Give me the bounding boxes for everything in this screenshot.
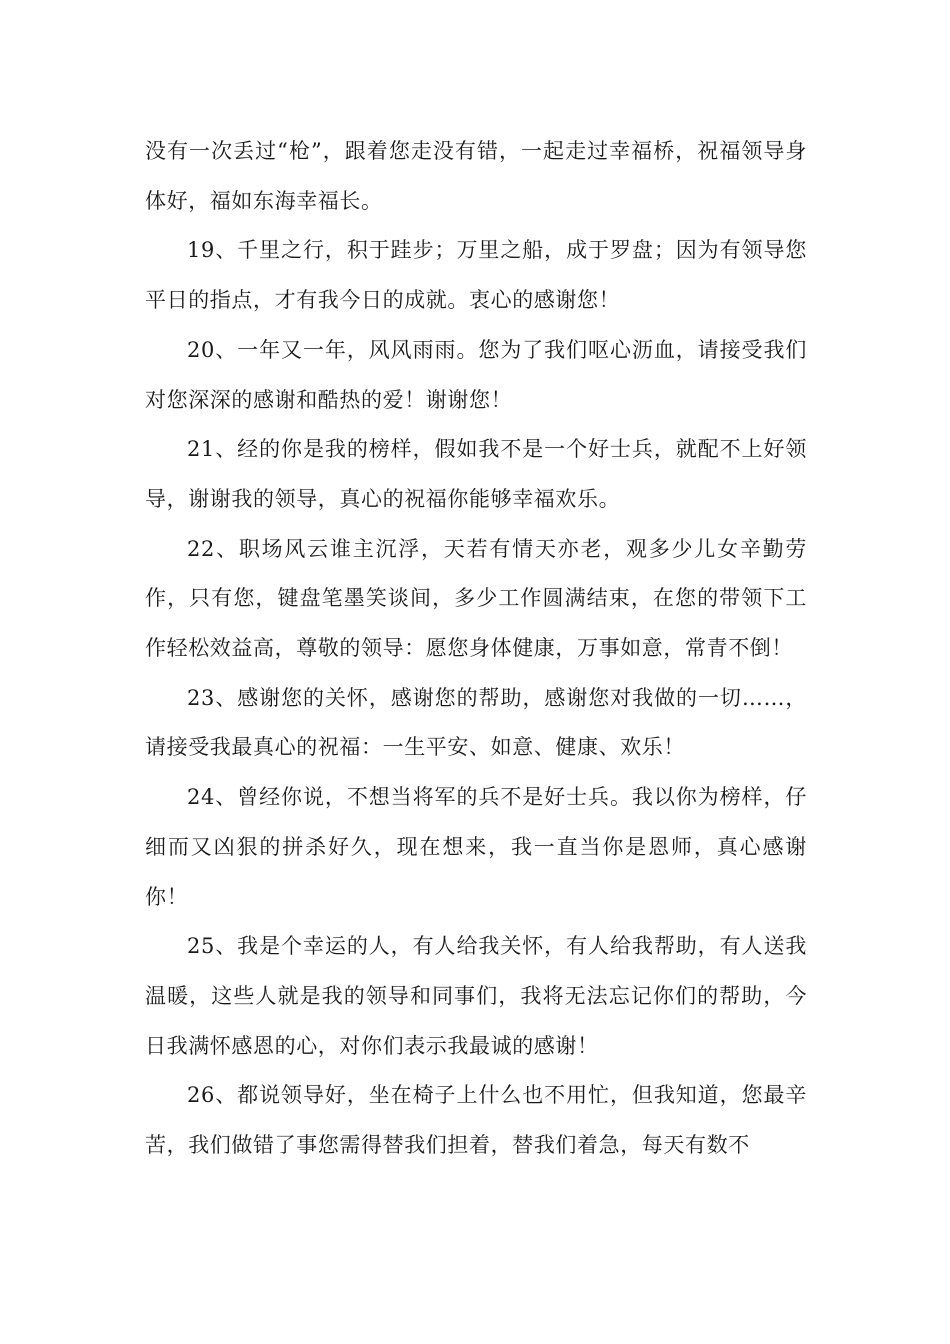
paragraph-item-26: 26、都说领导好，坐在椅子上什么也不用忙，但我知道，您最辛苦，我们做错了事您需得替我们担着，替我们着急，每天有数不	[145, 1083, 807, 1158]
paragraph-item-21: 21、经的你是我的榜样，假如我不是一个好士兵，就配不上好领导，谢谢我的领导，真心的祝福你能够幸福欢乐。	[145, 437, 807, 511]
paragraph-item-19: 19、千里之行，积于跬步；万里之船，成于罗盘；因为有领导您平日的指点，才有我今日的成就。衷心的感谢您！	[145, 238, 807, 313]
document-body	[145, 127, 807, 1171]
paragraph-item-22: 22、职场风云谁主沉浮，天若有情天亦老，观多少儿女辛勤劳作，只有您，键盘笔墨笑谈间，多少工作圆满结束，在您的带领下工作轻松效益高，尊敬的领导：愿您身体健康，万事如意，常青不倒！	[145, 536, 807, 661]
paragraph-item-25: 25、我是个幸运的人，有人给我关怀，有人给我帮助，有人送我温暖，这些人就是我的领导和同事们，我将无法忘记你们的帮助，今日我满怀感恩的心，对你们表示我最诚的感谢！	[145, 934, 807, 1058]
paragraph-item-23: 23、感谢您的关怀，感谢您的帮助，感谢您对我做的一切……，请接受我最真心的祝福：一生平安、如意、健康、欢乐！	[145, 685, 807, 760]
paragraph-item-20: 20、一年又一年，风风雨雨。您为了我们呕心沥血，请接受我们对您深深的感谢和酷热的爱！谢谢您！	[145, 337, 807, 412]
paragraph-continuation: 没有一次丢过“枪”，跟着您走没有错，一起走过幸福桥，祝福领导身体好，福如东海幸福长。	[145, 139, 807, 213]
paragraph-item-24: 24、曾经你说，不想当将军的兵不是好士兵。我以你为榜样，仔细而又凶狠的拼杀好久，现在想来，我一直当你是恩师，真心感谢你！	[145, 785, 807, 909]
